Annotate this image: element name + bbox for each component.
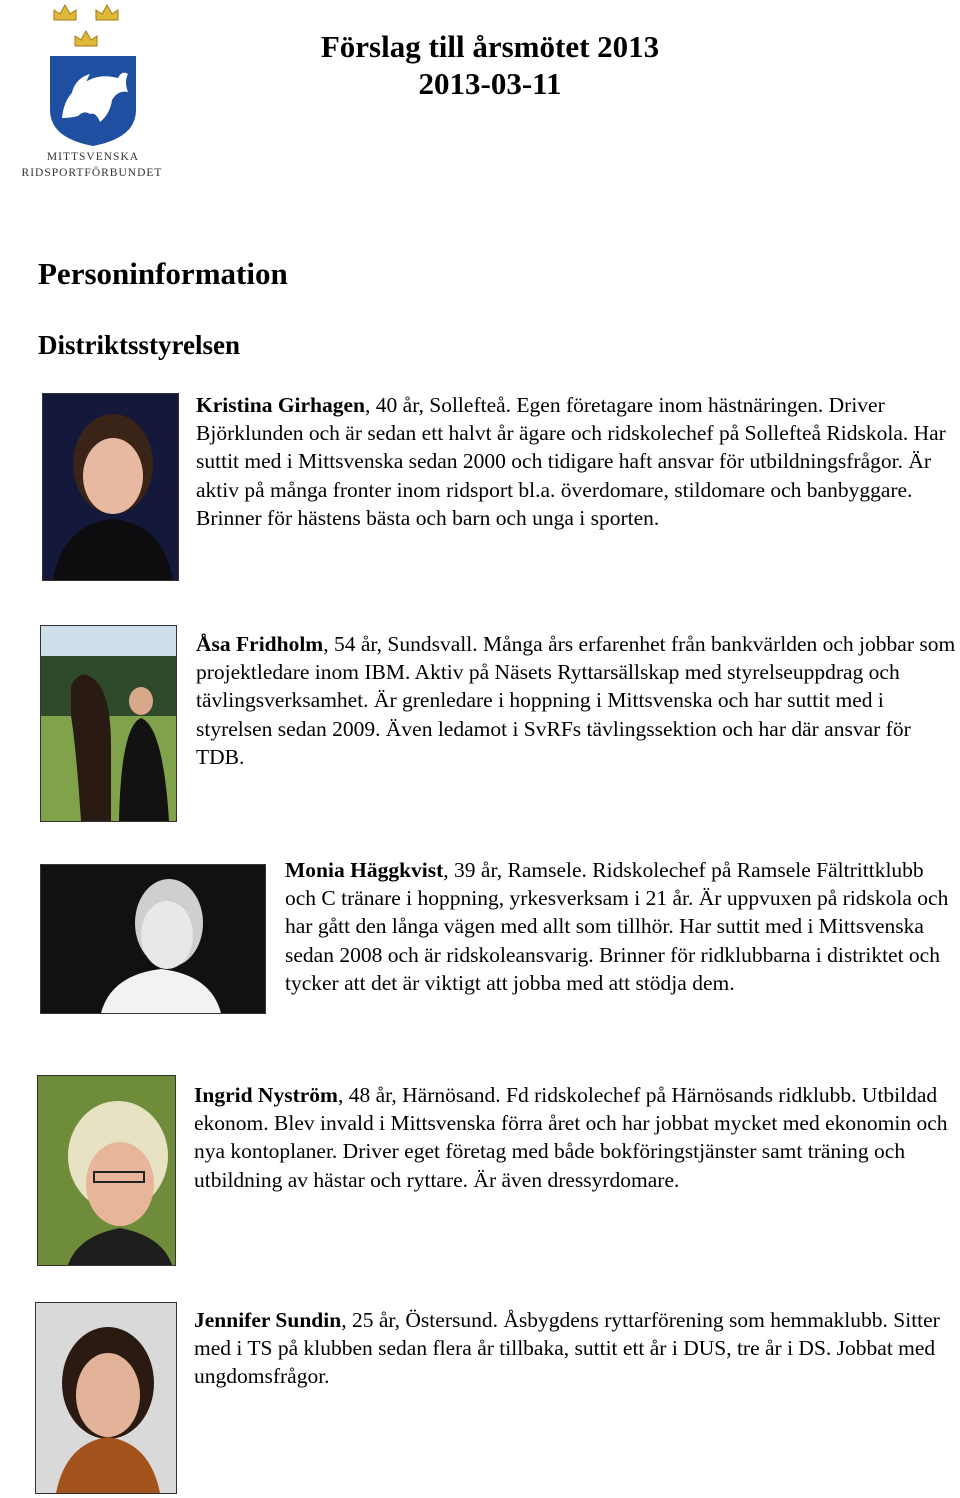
person-name: Kristina Girhagen (196, 393, 366, 417)
portrait-photo-asa (40, 625, 177, 822)
bio-monia (285, 856, 955, 997)
person-name: Åsa Fridholm (196, 632, 324, 656)
person-name: Jennifer Sundin (194, 1308, 342, 1332)
portrait-photo-monia (40, 864, 266, 1014)
person-details: , 39 år, Ramsele. Ridskolechef på Ramsele Fältrittklubb och C tränare i hoppning, yrkesverksam i 21 år. Är uppvuxen på ridskola och har gått den långa vägen med allt som tillhör. Har suttit med i Mittsvenska sedan 2008 och är ridskoleansvarig. Brinner för ridklubbarna i distriktet och tycker att det är viktigt att jobba med att stödja dem. (285, 858, 949, 995)
person-details: , 54 år, Sundsvall. Många års erfarenhet från bankvärlden och jobbar som projektledare inom IBM. Aktiv på Näsets Ryttarsällskap med styrelseuppdrag och tävlingsverksamhet. Är grenledare i hoppning i Mittsvenska och har suttit med i styrelsen sedan 2009. Även ledamot i SvRFs tävlingssektion och har där ansvar för TDB. (196, 632, 956, 769)
portrait-photo-kristina (42, 393, 179, 581)
bio-asa (196, 630, 956, 771)
person-details: , 25 år, Östersund. Åsbygdens ryttarförening som hemmaklubb. Sitter med i TS på klubben sedan flera år tillbaka, suttit ett år i DUS, tre år i DS. Jobbat med ungdomsfrågor. (194, 1308, 940, 1389)
section-heading: Personinformation (38, 256, 288, 291)
title-line-1: Förslag till årsmötet 2013 (320, 29, 660, 64)
person-name: Ingrid Nyström (194, 1083, 338, 1107)
logo-text-line1: MITTSVENSKA (46, 151, 140, 163)
title-line-2: 2013-03-11 (418, 66, 562, 101)
bio-ingrid (194, 1081, 960, 1194)
crown-icon (54, 5, 118, 46)
person-details: , 48 år, Härnösand. Fd ridskolechef på Härnösands ridklubb. Utbildad ekonom. Blev invald i Mittsvenska förra året och har jobbat mycket med ekonomin och nya kontoplaner. Driver eget företag med både bokföringstjänster samt träning och utbildning av hästar och ryttare. Är även dressyrdomare. (194, 1083, 948, 1192)
portrait-photo-ingrid (37, 1075, 176, 1266)
person-details: , 40 år, Sollefteå. Egen företagare inom hästnäringen. Driver Björklunden och är sedan ett halvt år ägare och ridskolechef på Sollefteå Ridskola. Har suttit med i Mittsvenska sedan 2000 och tidigare haft ansvar för utbildningsfrågor. Är aktiv på många fronter inom ridsport bl.a. överdomare, stildomare och banbyggare. Brinner för hästens bästa och barn och unga i sporten. (196, 393, 946, 530)
bio-jennifer (194, 1306, 960, 1391)
federation-logo (0, 0, 190, 185)
person-name: Monia Häggkvist (285, 858, 444, 882)
subsection-heading: Distriktsstyrelsen (38, 330, 240, 360)
portrait-photo-jennifer (35, 1302, 177, 1494)
logo-text-line2: RIDSPORTFÖRBUNDET (21, 167, 163, 179)
bio-kristina (196, 391, 946, 532)
document-title (240, 28, 740, 102)
